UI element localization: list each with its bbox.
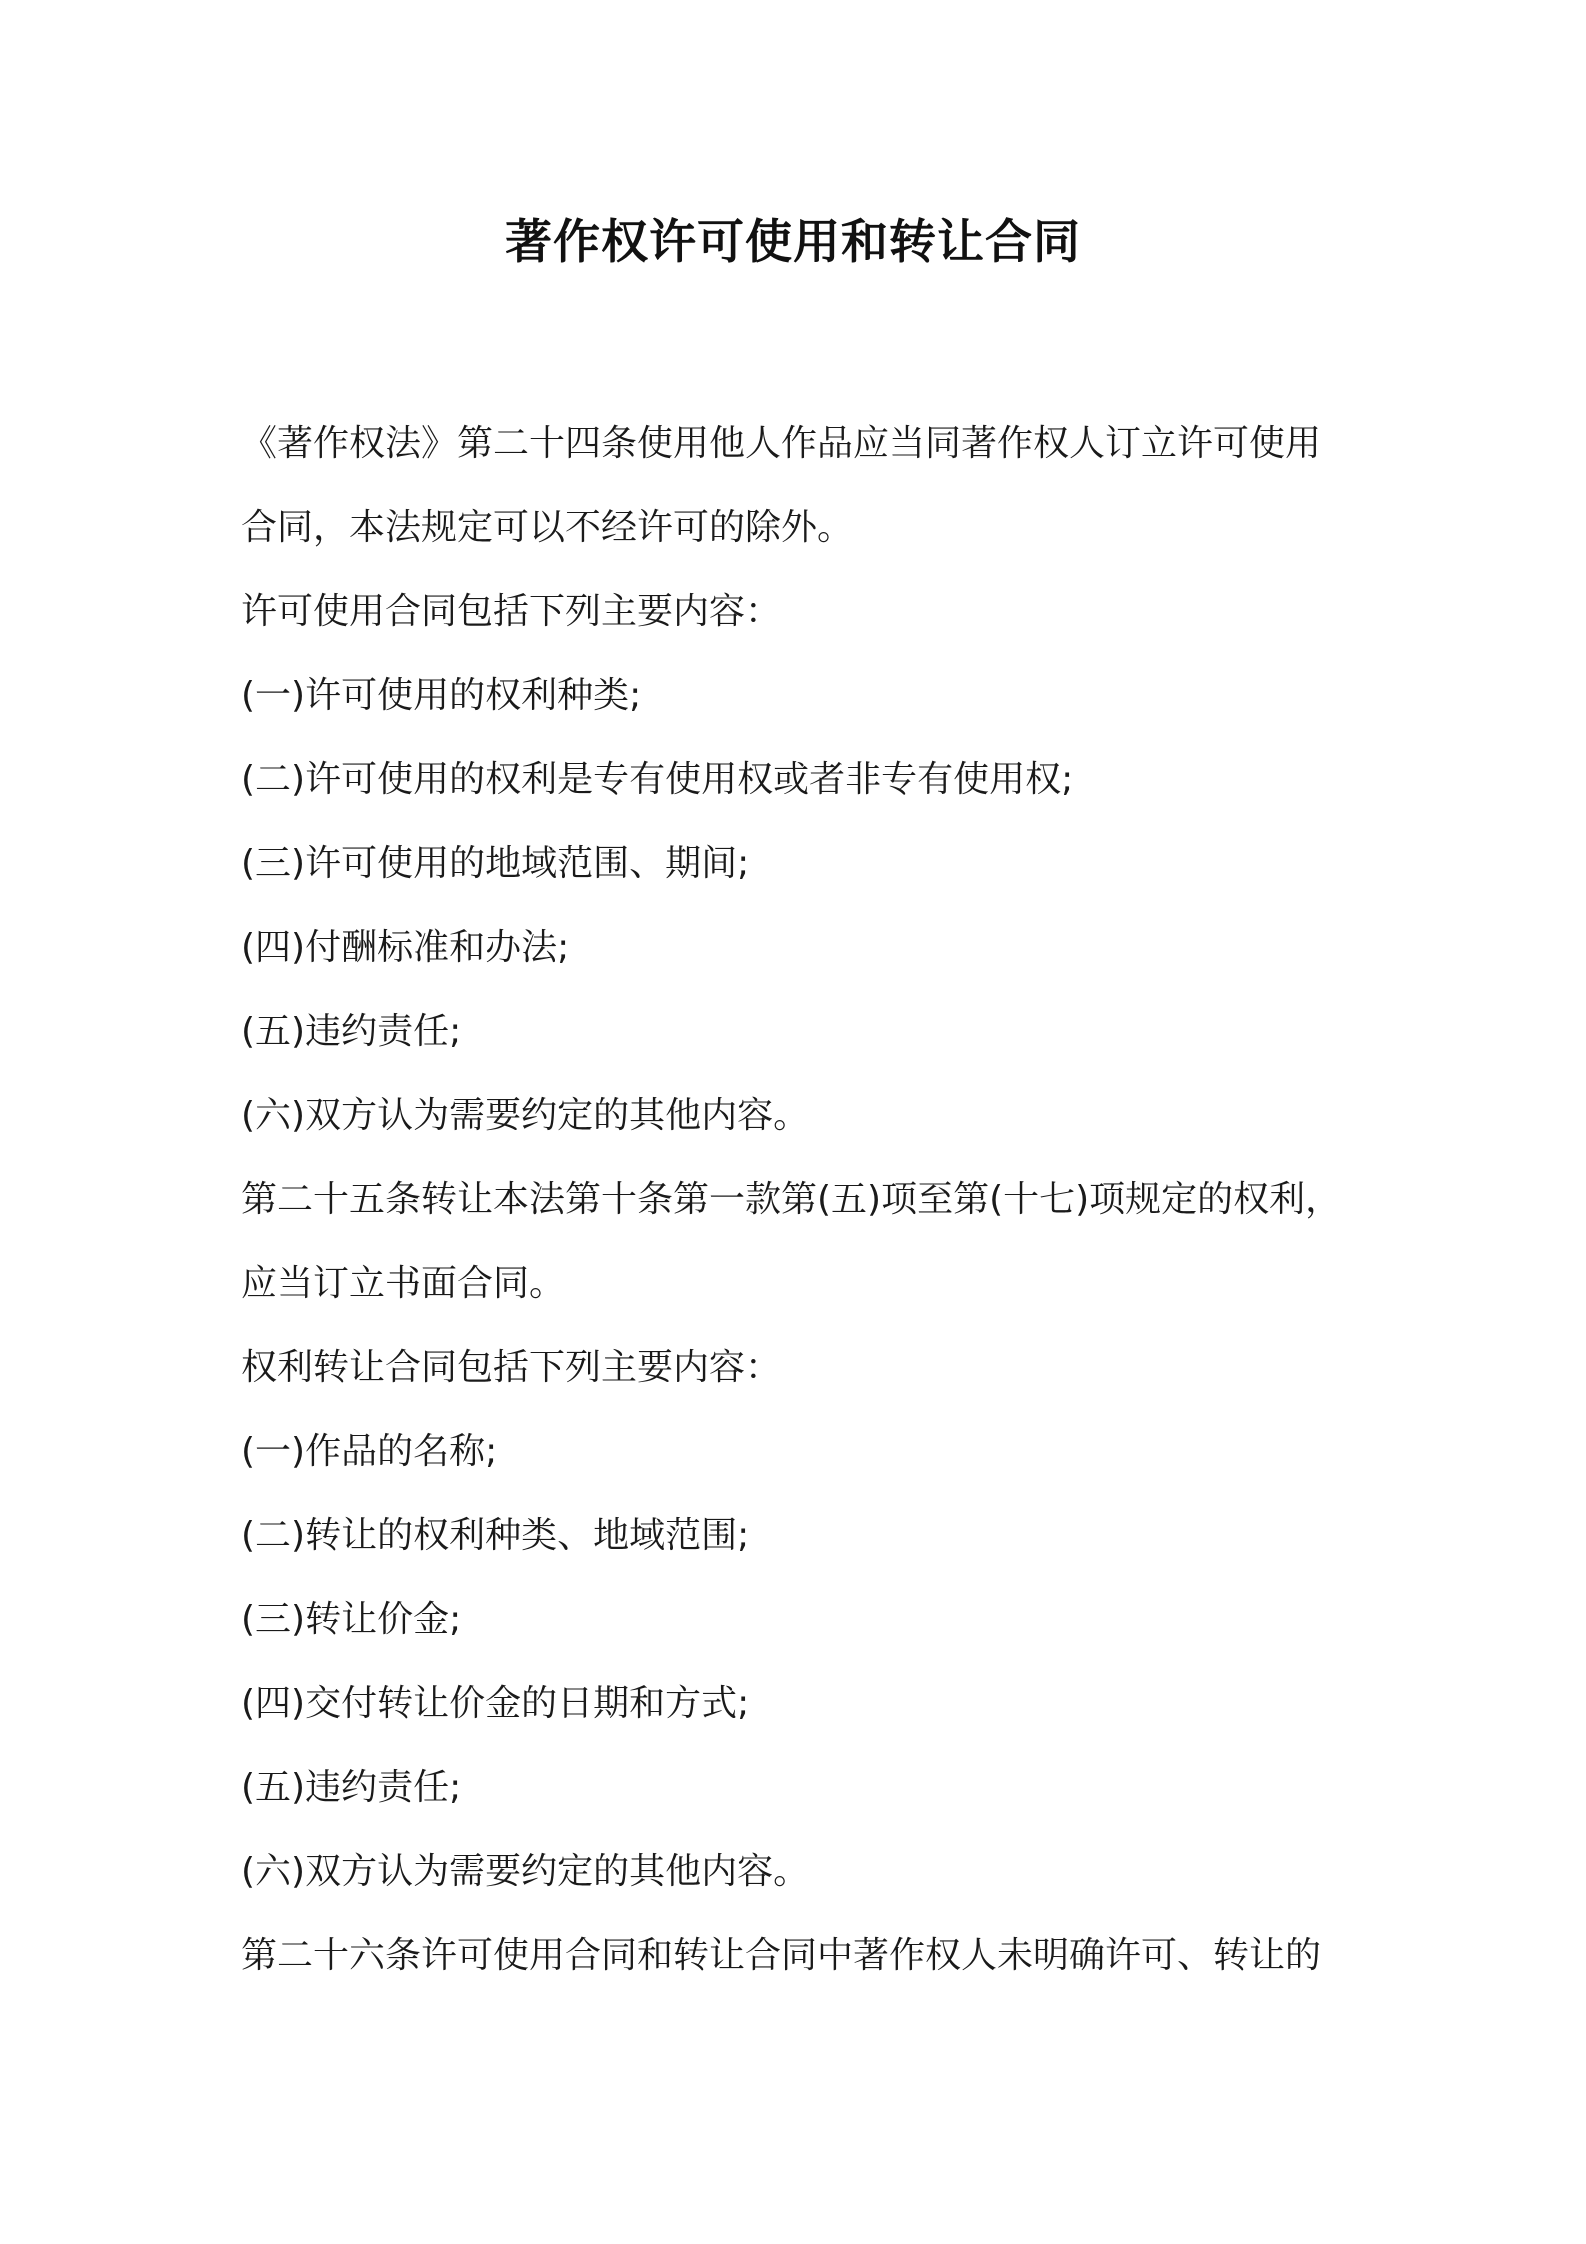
- text-line: (三)转让价金;: [241, 1599, 462, 1640]
- text-line: (四)付酬标准和办法;: [241, 927, 570, 968]
- text-line: 权利转让合同包括下列主要内容：: [241, 1347, 782, 1388]
- text-line: (五)违约责任;: [241, 1767, 462, 1808]
- text-line: (二)许可使用的权利是专有使用权或者非专有使用权;: [241, 759, 1074, 800]
- text-line: (六)双方认为需要约定的其他内容。: [241, 1851, 810, 1892]
- text-line: 第二十六条许可使用合同和转让合同中著作权人未明确许可、转让的: [241, 1935, 1322, 1976]
- text-line: 应当订立书面合同。: [241, 1263, 566, 1304]
- text-line: (一)许可使用的权利种类;: [241, 675, 642, 716]
- text-line: (五)违约责任;: [241, 1011, 462, 1052]
- text-line: 合同，本法规定可以不经许可的除外。: [241, 507, 854, 548]
- text-line: 许可使用合同包括下列主要内容：: [241, 591, 782, 632]
- text-line: (三)许可使用的地域范围、期间;: [241, 843, 750, 884]
- text-line: (六)双方认为需要约定的其他内容。: [241, 1095, 810, 1136]
- text-line: (二)转让的权利种类、地域范围;: [241, 1515, 750, 1556]
- text-line: 《著作权法》第二十四条使用他人作品应当同著作权人订立许可使用: [241, 423, 1322, 464]
- document-body: [241, 402, 1361, 1998]
- document-title: 著作权许可使用和转让合同: [505, 215, 1081, 270]
- text-line: (一)作品的名称;: [241, 1431, 498, 1472]
- text-line: (四)交付转让价金的日期和方式;: [241, 1683, 750, 1724]
- text-line: 第二十五条转让本法第十条第一款第(五)项至第(十七)项规定的权利，: [241, 1179, 1342, 1220]
